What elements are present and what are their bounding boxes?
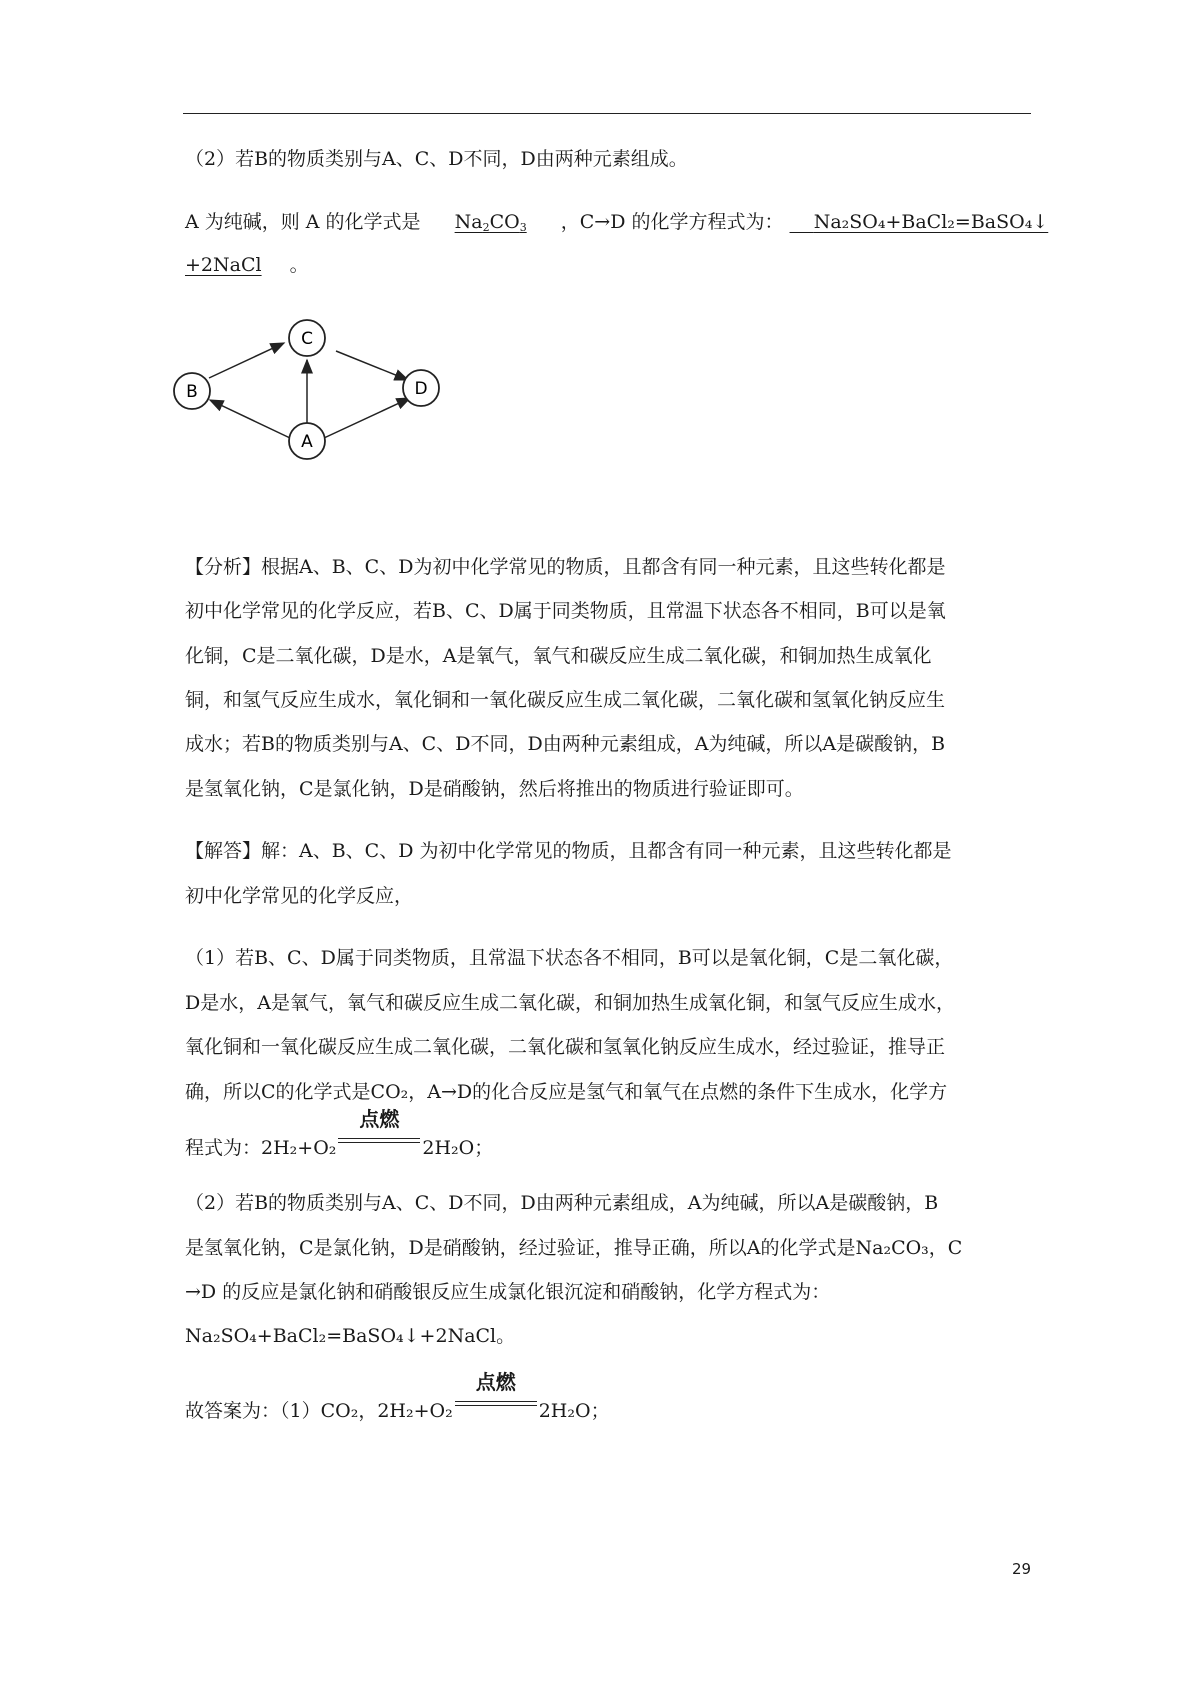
answer-formula-a: $Na_2CO_3$: [454, 211, 527, 234]
part2-line: →D 的反应是氯化钠和硝酸银反应生成氯化银沉淀和硝酸钠，化学方程式为：: [185, 1281, 831, 1303]
answer-equation-cont: +2NaCl: [185, 254, 262, 276]
part1-equation-line: 程式为：2H₂+O₂ 点燃 2H₂O；: [185, 1107, 494, 1159]
node-a: [289, 423, 325, 459]
analysis-line: 初中化学常见的化学反应，若B、C、D属于同类物质，且常温下状态各不相同，B可以是氧: [185, 600, 946, 622]
node-d-label: D: [414, 379, 428, 399]
node-b: [174, 373, 210, 409]
part2-line: Na₂SO₄+BaCl₂=BaSO₄↓+2NaCl。: [185, 1325, 516, 1347]
part2-line: 是氢氧化钠，C是氯化钠，D是硝酸钠，经过验证，推导正确，所以A的化学式是Na₂CO₃，C: [185, 1237, 963, 1259]
part1-line: D是水，A是氧气，氧气和碳反应生成二氧化碳，和铜加热生成氧化铜，和氢气反应生成水，: [185, 992, 955, 1014]
solution-line: 【解答】解：A、B、C、D 为初中化学常见的物质，且都含有同一种元素，且这些转化都是: [185, 840, 952, 862]
analysis-line: 是氢氧化钠，C是氯化钠，D是硝酸钠，然后将推出的物质进行验证即可。: [185, 778, 804, 800]
part1-line: （1）若B、C、D属于同类物质，且常温下状态各不相同，B可以是氧化铜，C是二氧化碳，: [185, 947, 954, 969]
node-a-label: A: [301, 432, 313, 452]
q2-line1-cont: +2NaCl 。: [185, 254, 309, 276]
diagram-nodes: [186, 329, 486, 510]
answer-equation: Na₂SO₄+BaCl₂=BaSO₄↓: [813, 211, 1049, 233]
q2-line1-mid: ，C→D 的化学方程式为：: [560, 211, 784, 233]
analysis-line: 成水；若B的物质类别与A、C、D不同，D由两种元素组成，A为纯碱，所以A是碳酸钠，B: [185, 733, 946, 755]
q2-line1: [185, 209, 1048, 235]
q2-intro: （2）若B的物质类别与A、C、D不同，D由两种元素组成。: [185, 148, 688, 170]
analysis-line: 【分析】根据A、B、C、D为初中化学常见的物质，且都含有同一种元素，且这些转化都是: [185, 556, 946, 578]
node-c: [289, 320, 325, 356]
page-number: 29: [1012, 1560, 1032, 1578]
solution-line: 初中化学常见的化学反应，: [185, 885, 414, 907]
node-c-label: C: [301, 329, 313, 349]
answer-condition-arrow: 点燃: [453, 1391, 539, 1417]
part2-line: （2）若B的物质类别与A、C、D不同，D由两种元素组成，A为纯碱，所以A是碳酸钠，B: [185, 1192, 939, 1214]
analysis-line: 化铜，C是二氧化碳，D是水，A是氧气，氧气和碳反应生成二氧化碳，和铜加热生成氧化: [185, 645, 932, 667]
node-d: [403, 370, 439, 406]
analysis-line: 铜，和氢气反应生成水，氧化铜和一氧化碳反应生成二氧化碳，二氧化碳和氢氧化钠反应生: [185, 689, 946, 711]
header-rule: [183, 113, 1031, 114]
q2-line1-pre: A 为纯碱，则 A 的化学式是: [185, 211, 421, 233]
part1-line: 氧化铜和一氧化碳反应生成二氧化碳，二氧化碳和氢氧化钠反应生成水，经过验证，推导正: [185, 1036, 946, 1058]
reaction-condition-arrow: 点燃: [336, 1128, 422, 1154]
part1-line: 确，所以C的化学式是CO₂，A→D的化合反应是氢气和氧气在点燃的条件下生成水，化学方: [185, 1081, 948, 1103]
node-b-label: B: [186, 382, 198, 402]
final-answer-line: 故答案为：（1）CO₂，2H₂+O₂ 点燃 2H₂O；: [185, 1370, 610, 1422]
